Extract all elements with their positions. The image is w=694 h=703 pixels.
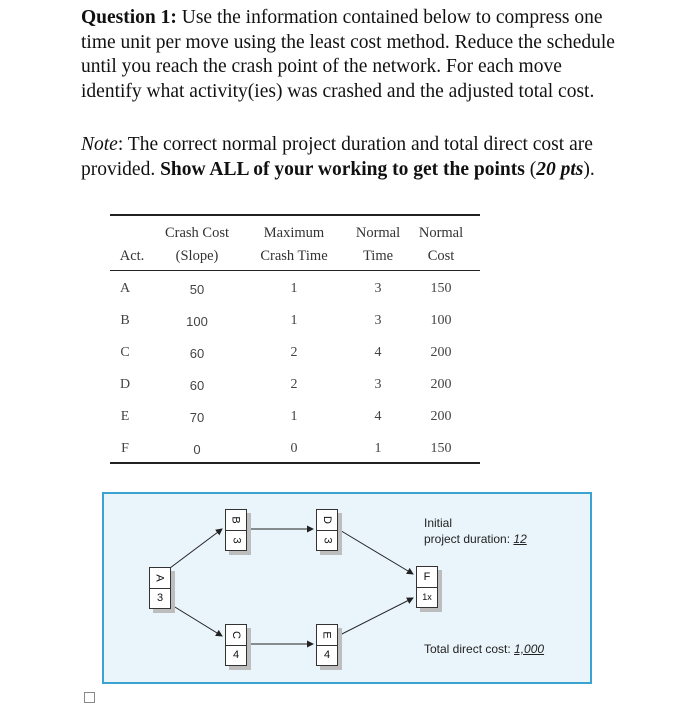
header-maximum: Maximum <box>263 225 325 241</box>
arrow-d-f <box>338 529 413 574</box>
row-max: 1 <box>290 409 298 424</box>
row-time: 3 <box>374 377 382 392</box>
row-act: A <box>119 281 131 296</box>
header-act: Act. <box>119 248 145 264</box>
node-e-label: E <box>321 631 333 639</box>
duration-label: project duration: <box>424 532 514 546</box>
row-slope: 70 <box>189 410 205 425</box>
header-crash-cost: Crash Cost <box>164 225 230 241</box>
row-cost: 200 <box>430 377 452 392</box>
node-c-duration: 4 <box>232 649 240 661</box>
row-slope: 100 <box>186 314 208 329</box>
note-bold-instruction: Show ALL of your working to get the points <box>160 158 525 180</box>
arrow-e-f <box>338 598 413 636</box>
header-slope: (Slope) <box>175 248 219 264</box>
table-header-rule <box>110 270 480 271</box>
table-top-rule <box>110 214 480 216</box>
node-d <box>316 509 338 551</box>
node-e <box>316 624 338 666</box>
question-text: Use the information contained below to compress one time unit per move using the least cost method. Reduce the schedule until you reach the crash point of the network. For each move identify what activity(ies) was crashed and the adjusted total cost. <box>81 7 615 102</box>
row-time: 4 <box>374 345 382 360</box>
row-max: 2 <box>290 377 298 392</box>
node-e-duration: 4 <box>323 649 331 661</box>
cost-value: 1,000 <box>514 642 545 656</box>
row-act: F <box>121 441 129 456</box>
row-max: 2 <box>290 345 298 360</box>
row-slope: 50 <box>189 282 205 297</box>
row-act: E <box>120 409 130 424</box>
header-normal-cost-1: Normal <box>418 225 464 241</box>
row-cost: 150 <box>430 441 452 456</box>
points-value: 20 pts <box>536 158 584 180</box>
table-bottom-rule <box>110 462 480 464</box>
node-f <box>416 566 438 608</box>
node-a-duration: 3 <box>156 592 164 604</box>
row-cost: 100 <box>430 313 452 328</box>
row-act: C <box>120 345 130 360</box>
node-d-duration: 3 <box>321 537 334 544</box>
row-cost: 200 <box>430 409 452 424</box>
row-act: B <box>120 313 130 328</box>
row-act: D <box>119 377 131 392</box>
row-slope: 0 <box>193 442 201 457</box>
node-a <box>149 567 171 609</box>
row-cost: 200 <box>430 345 452 360</box>
row-cost: 150 <box>430 281 452 296</box>
arrow-a-b <box>170 529 222 568</box>
note-paragraph <box>81 133 621 182</box>
node-b-duration: 3 <box>230 537 243 544</box>
row-time: 1 <box>374 441 382 456</box>
row-time: 4 <box>374 409 382 424</box>
row-slope: 60 <box>189 346 205 361</box>
checkbox[interactable] <box>84 692 95 703</box>
cost-label: Total direct cost: <box>424 642 515 656</box>
row-max: 1 <box>290 281 298 296</box>
question-label: Question 1: <box>81 7 177 28</box>
node-f-label: F <box>423 571 431 583</box>
row-max: 0 <box>290 441 298 456</box>
initial-duration-note <box>424 515 527 547</box>
header-normal-cost-2: Cost <box>427 248 455 264</box>
row-max: 1 <box>290 313 298 328</box>
node-c <box>225 624 247 666</box>
node-b <box>225 509 247 551</box>
points-open: ( <box>524 158 537 180</box>
node-a-label: A <box>154 574 166 582</box>
node-f-duration: 1x <box>422 592 432 602</box>
initial-label: Initial <box>424 516 453 530</box>
node-c-label: C <box>229 631 242 639</box>
note-label: Note <box>81 134 118 155</box>
row-time: 3 <box>374 313 382 328</box>
header-crash-time: Crash Time <box>260 248 328 264</box>
network-diagram <box>102 492 592 684</box>
row-slope: 60 <box>189 378 205 393</box>
node-b-label: B <box>230 516 242 524</box>
duration-value: 12 <box>513 532 527 546</box>
note-text: : The correct normal project duration and total direct cost are provided. <box>81 134 593 180</box>
row-time: 3 <box>374 281 382 296</box>
arrow-a-c <box>170 604 222 636</box>
activity-table <box>110 214 480 464</box>
total-cost-note <box>424 641 544 657</box>
header-normal-time-2: Time <box>362 248 394 264</box>
points-close: ). <box>583 158 595 180</box>
question-paragraph <box>81 6 621 104</box>
node-d-label: D <box>320 516 333 524</box>
header-normal-time-1: Normal <box>355 225 401 241</box>
